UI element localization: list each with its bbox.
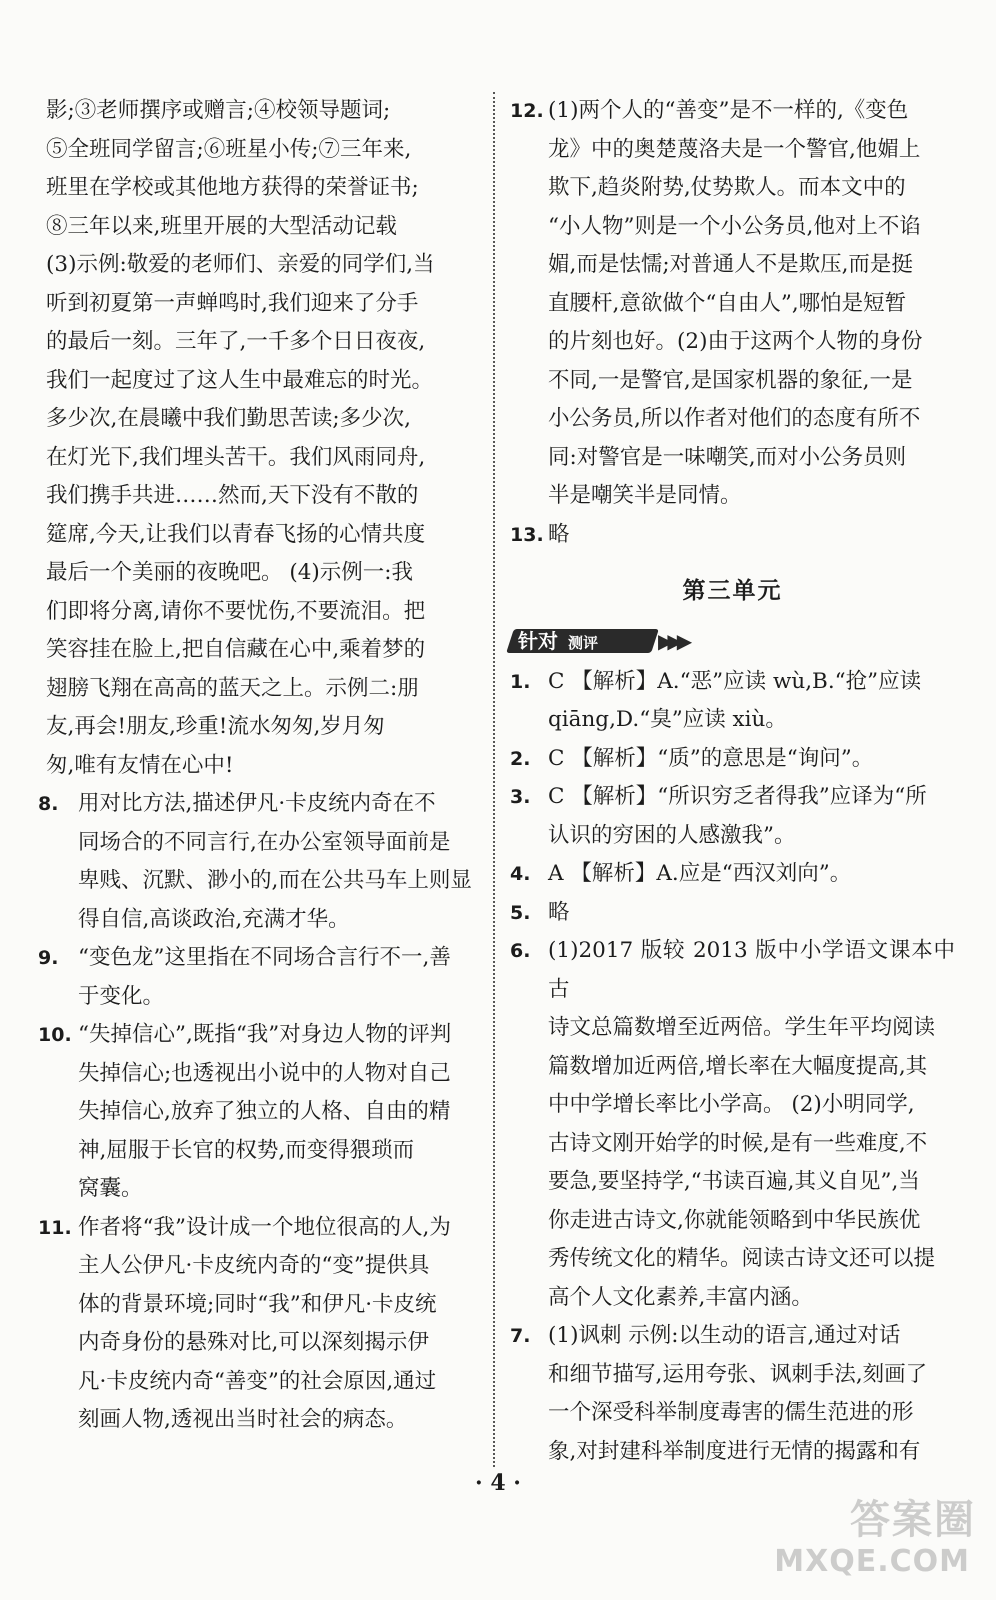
- text-line: (3)示例:敬爱的老师们、亲爱的同学们,当: [46, 252, 435, 277]
- text-line: 古诗文刚开始学的时候,是有一些难度,不: [548, 1130, 928, 1156]
- text-line: 内奇身份的悬殊对比,可以深刻揭示伊: [78, 1330, 429, 1355]
- answer-item-2: [510, 740, 955, 779]
- answer-item-11: [38, 1209, 476, 1440]
- answer-7-continued: [46, 92, 476, 785]
- text-line: 失掉信心;也透视出小说中的人物对自己: [78, 1060, 451, 1086]
- text-line: qiāng,D.“臭”应读 xiù。: [548, 707, 787, 732]
- text-line: 们即将分离,请你不要忧伤,不要流泪。把: [46, 598, 426, 624]
- text-line: 和细节描写,运用夸张、讽刺手法,刻画了: [548, 1361, 928, 1387]
- answer-item-3: [510, 778, 955, 855]
- watermark-bottom-text: MXQE.COM: [774, 1544, 970, 1579]
- text-line: 要急,要坚持学,“书读百遍,其义自见”,当: [548, 1169, 920, 1194]
- text-line: 篇数增加近两倍,增长率在大幅度提高,其: [548, 1053, 928, 1079]
- answer-item-8: [38, 785, 476, 939]
- text-line: 略: [548, 899, 570, 925]
- text-line: 笑容挂在脸上,把自信藏在心中,乘着梦的: [46, 637, 426, 662]
- text-line: (1)两个人的“善变”是不一样的,《变色: [548, 98, 909, 123]
- item-number: 3.: [510, 786, 531, 808]
- item-number: 11.: [38, 1216, 72, 1239]
- item-number: 13.: [510, 523, 544, 546]
- text-line: 班里在学校或其他地方获得的荣誉证书;: [46, 175, 419, 200]
- text-line: 友,再会!朋友,珍重!流水匆匆,岁月匆: [46, 714, 385, 739]
- triple-arrow-icon: ▶▶▶: [658, 628, 687, 653]
- text-line: (1)讽刺 示例:以生动的语言,通过对话: [548, 1323, 901, 1348]
- item-number: 6.: [510, 940, 531, 962]
- item-number: 9.: [38, 947, 59, 969]
- text-line: 媚,而是怯懦;对普通人不是欺压,而是挺: [548, 252, 913, 277]
- text-line: 诗文总篇数增至近两倍。学生年平均阅读: [548, 1015, 936, 1040]
- banner-label: [518, 627, 598, 657]
- text-line: 不同,一是警官,是国家机器的象征,一是: [548, 367, 913, 393]
- text-line: C 【解析】“质”的意思是“询问”。: [548, 745, 874, 771]
- text-line: 刻画人物,透视出当时社会的病态。: [78, 1407, 408, 1432]
- text-line: 体的背景环境;同时“我”和伊凡·卡皮统: [78, 1291, 437, 1317]
- item-number: 7.: [510, 1325, 531, 1347]
- text-line: 匆,唯有友情在心中!: [46, 752, 234, 778]
- text-line: “变色龙”这里指在不同场合言行不一,善: [78, 945, 451, 970]
- item-number: 1.: [510, 670, 531, 693]
- text-line: 得自信,高谈政治,充满才华。: [78, 906, 350, 932]
- watermark-top-text: 答案圈: [850, 1497, 976, 1543]
- banner-char-1: 针: [518, 628, 538, 653]
- answer-item-12: [510, 92, 955, 516]
- text-line: “失掉信心”,既指“我”对身边人物的评判: [78, 1022, 452, 1047]
- watermark-logo: [774, 1488, 976, 1588]
- text-line: “小人物”则是一个小公务员,他对上不谄: [548, 213, 921, 239]
- text-line: 一个深受科举制度毒害的儒生范进的形: [548, 1400, 914, 1425]
- answer-item-10: [38, 1016, 476, 1209]
- item-number: 5.: [510, 901, 531, 924]
- answer-item-7: [510, 1317, 955, 1471]
- item-number: 8.: [38, 793, 59, 815]
- text-line: 象,对封建科举制度进行无情的揭露和有: [548, 1438, 921, 1464]
- text-line: 略: [548, 521, 570, 547]
- text-line: 半是嘲笑半是同情。: [548, 483, 742, 508]
- text-line: ⑤全班同学留言;⑥班星小传;⑦三年来,: [46, 136, 412, 162]
- text-line: 主人公伊凡·卡皮统内奇的“变”提供具: [78, 1253, 430, 1278]
- text-line: 中中学增长率比小学高。 (2)小明同学,: [548, 1092, 915, 1117]
- item-number: 12.: [510, 100, 544, 122]
- text-line: 我们携手共进……然而,天下没有不散的: [46, 483, 419, 508]
- text-line: A 【解析】A.应是“西汉刘向”。: [548, 861, 852, 886]
- item-number: 2.: [510, 747, 531, 770]
- text-line: 秀传统文化的精华。阅读古诗文还可以提: [548, 1246, 936, 1271]
- text-line: 在灯光下,我们埋头苦干。我们风雨同舟,: [46, 444, 426, 470]
- text-line: 的片刻也好。(2)由于这两个人物的身份: [548, 329, 923, 354]
- unit-heading: 第三单元: [682, 578, 783, 604]
- page-number: · 4 ·: [475, 1470, 521, 1496]
- text-line: 你走进古诗文,你就能领略到中华民族优: [548, 1207, 921, 1233]
- answer-item-13: [510, 516, 955, 555]
- text-line: 多少次,在晨曦中我们勤思苦读;多少次,: [46, 406, 411, 431]
- answer-item-6: [510, 932, 955, 1317]
- text-line: 卑贱、沉默、渺小的,而在公共马车上则显: [78, 868, 472, 893]
- text-line: (1)2017 版较 2013 版中小学语文课本中古: [548, 938, 955, 1002]
- text-line: 筵席,今天,让我们以青春飞扬的心情共度: [46, 521, 426, 547]
- text-line: 小公务员,所以作者对他们的态度有所不: [548, 406, 921, 431]
- text-line: 同:对警官是一味嘲笑,而对小公务员则: [548, 444, 907, 470]
- left-column: [38, 92, 476, 1440]
- banner-subtitle: 测评: [568, 633, 599, 652]
- text-line: 直腰杆,意欲做个“自由人”,哪怕是短暂: [548, 290, 907, 316]
- text-line: 窝囊。: [78, 1176, 143, 1201]
- item-number: 10.: [38, 1024, 72, 1046]
- answer-item-1: [510, 663, 955, 740]
- section-banner: [510, 625, 955, 659]
- text-line: ⑧三年以来,班里开展的大型活动记载: [46, 213, 397, 239]
- text-line: 神,屈服于长官的权势,而变得猥琐而: [78, 1137, 415, 1163]
- text-line: 凡·卡皮统内奇“善变”的社会原因,通过: [78, 1368, 437, 1394]
- text-line: 于变化。: [78, 983, 165, 1009]
- text-line: 作者将“我”设计成一个地位很高的人,为: [78, 1214, 451, 1240]
- text-line: 同场合的不同言行,在办公室领导面前是: [78, 829, 451, 855]
- text-line: 认识的穷困的人感激我”。: [548, 822, 796, 848]
- text-line: 我们一起度过了这人生中最难忘的时光。: [46, 367, 434, 393]
- text-line: 的最后一刻。三年了,一千多个日日夜夜,: [46, 329, 426, 354]
- text-line: 用对比方法,描述伊凡·卡皮统内奇在不: [78, 791, 436, 816]
- answer-item-9: [38, 939, 476, 1016]
- answer-item-4: [510, 855, 955, 894]
- text-line: 翅膀飞翔在高高的蓝天之上。示例二:朋: [46, 675, 419, 701]
- item-number: 4.: [510, 863, 531, 885]
- text-line: 影;③老师撰序或赠言;④校领导题词;: [46, 98, 391, 123]
- column-divider: [493, 92, 495, 1467]
- text-line: 高个人文化素养,丰富内涵。: [548, 1284, 813, 1310]
- text-line: 欺下,趋炎附势,仗势欺人。而本文中的: [548, 175, 906, 200]
- right-column: [510, 92, 955, 1471]
- text-line: 失掉信心,放弃了独立的人格、自由的精: [78, 1099, 451, 1124]
- text-line: 听到初夏第一声蝉鸣时,我们迎来了分手: [46, 290, 419, 316]
- text-line: 龙》中的奥楚蔑洛夫是一个警官,他媚上: [548, 136, 921, 162]
- text-line: C 【解析】A.“恶”应读 wù,B.“抢”应读: [548, 668, 922, 694]
- text-line: C 【解析】“所识穷乏者得我”应译为“所: [548, 784, 927, 809]
- answer-item-5: [510, 894, 955, 933]
- text-line: 最后一个美丽的夜晚吧。 (4)示例一:我: [46, 560, 414, 585]
- banner-char-2: 对: [538, 628, 558, 653]
